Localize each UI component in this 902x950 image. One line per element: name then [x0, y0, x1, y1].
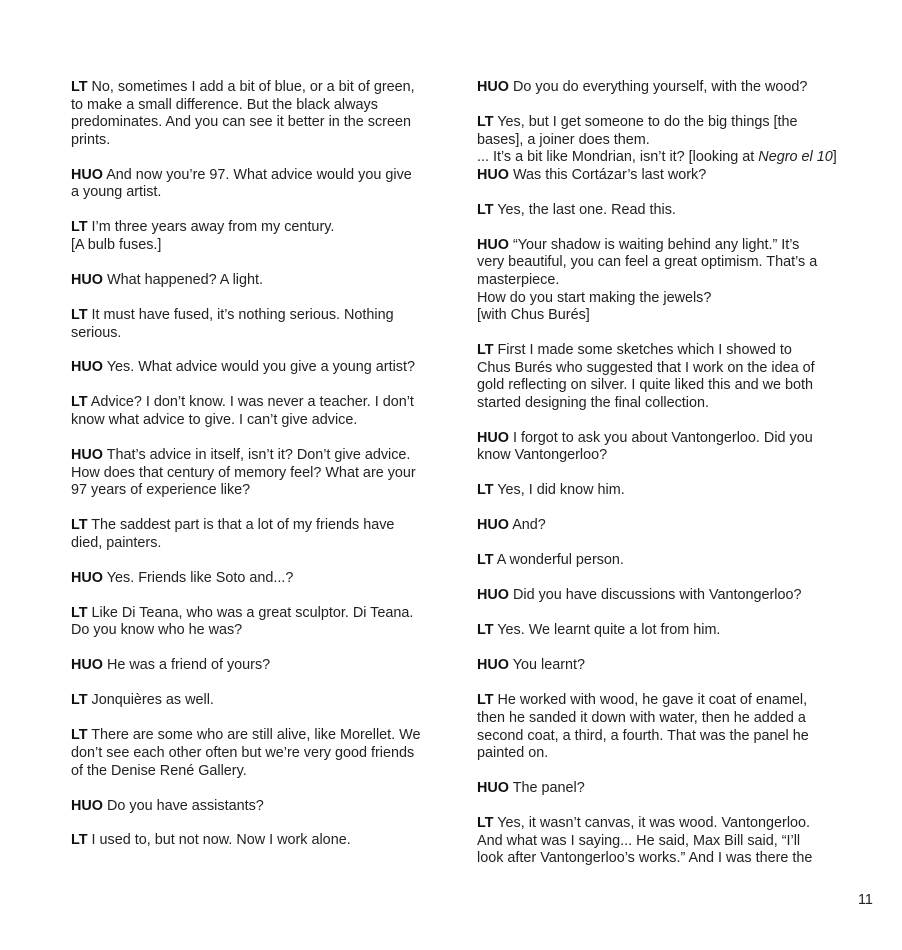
- dialogue-text: Yes, the last one. Read this.: [497, 201, 676, 218]
- dialogue-paragraph: [71, 447, 441, 500]
- dialogue-line: [477, 430, 837, 448]
- dialogue-line: [477, 482, 837, 500]
- speaker-label: LT: [71, 692, 88, 709]
- dialogue-line: [477, 833, 837, 851]
- dialogue-text: Do you have assistants?: [106, 797, 264, 814]
- dialogue-line: [477, 745, 837, 763]
- speaker-label: HUO: [71, 657, 103, 674]
- dialogue-text: Like Di Teana, who was a great sculptor. Di Teana.: [91, 604, 414, 621]
- dialogue-line: [477, 307, 837, 325]
- dialogue-text: Yes. What advice would you give a young artist?: [106, 359, 415, 376]
- speaker-label: HUO: [477, 236, 509, 253]
- dialogue-line: [477, 710, 837, 728]
- dialogue-text: Yes. Friends like Soto and...?: [106, 569, 294, 586]
- dialogue-line: [71, 798, 441, 816]
- dialogue-paragraph: [477, 79, 837, 97]
- dialogue-paragraph: [71, 798, 441, 816]
- dialogue-line: [477, 728, 837, 746]
- speaker-label: LT: [71, 394, 88, 411]
- dialogue-line: [477, 167, 837, 185]
- dialogue-text: gold reflecting on silver. I quite liked this and we both: [477, 377, 813, 394]
- dialogue-line: [477, 202, 837, 220]
- dialogue-line: [71, 184, 441, 202]
- dialogue-text: He was a friend of yours?: [106, 657, 271, 674]
- dialogue-line: [477, 517, 837, 535]
- speaker-label: HUO: [71, 797, 103, 814]
- dialogue-line: [477, 360, 837, 378]
- dialogue-text: painted on.: [477, 745, 549, 762]
- dialogue-paragraph: [71, 517, 441, 552]
- dialogue-text: Advice? I don’t know. I was never a teacher. I don’t: [90, 394, 414, 411]
- dialogue-text: Jonquières as well.: [91, 692, 214, 709]
- dialogue-line: [71, 219, 441, 237]
- speaker-label: LT: [477, 113, 494, 130]
- speaker-label: HUO: [477, 657, 509, 674]
- dialogue-text: then he sanded it down with water, then he added a: [477, 709, 806, 726]
- dialogue-line: [71, 394, 441, 412]
- dialogue-line: [477, 149, 837, 167]
- dialogue-line: [71, 570, 441, 588]
- dialogue-line: [477, 780, 837, 798]
- dialogue-text: How do you start making the jewels?: [477, 289, 712, 306]
- dialogue-line: [71, 97, 441, 115]
- dialogue-line: [477, 290, 837, 308]
- dialogue-text: A wonderful person.: [496, 552, 624, 569]
- dialogue-paragraph: [71, 79, 441, 149]
- dialogue-line: [71, 745, 441, 763]
- dialogue-text: Yes, but I get someone to do the big things [the: [497, 113, 798, 130]
- dialogue-line: [71, 727, 441, 745]
- dialogue-text: Do you know who he was?: [71, 622, 243, 639]
- dialogue-paragraph: [477, 202, 837, 220]
- dialogue-text: 97 years of experience like?: [71, 482, 251, 499]
- dialogue-line: [477, 395, 837, 413]
- speaker-label: HUO: [71, 569, 103, 586]
- dialogue-line: [71, 325, 441, 343]
- speaker-label: LT: [477, 692, 494, 709]
- dialogue-line: [71, 272, 441, 290]
- dialogue-text: started designing the final collection.: [477, 394, 709, 411]
- artwork-title: Negro el 10: [758, 149, 833, 166]
- dialogue-text: a young artist.: [71, 184, 162, 201]
- dialogue-line: [71, 832, 441, 850]
- dialogue-line: [71, 517, 441, 535]
- dialogue-text: know Vantongerloo?: [477, 447, 608, 464]
- dialogue-text: masterpiece.: [477, 271, 560, 288]
- dialogue-text: know what advice to give. I can’t give advice.: [71, 412, 358, 429]
- dialogue-line: [477, 692, 837, 710]
- speaker-label: HUO: [477, 587, 509, 604]
- dialogue-text: What happened? A light.: [106, 271, 264, 288]
- dialogue-paragraph: [477, 622, 837, 640]
- dialogue-text: The panel?: [512, 780, 585, 797]
- dialogue-line: [71, 79, 441, 97]
- dialogue-text: prints.: [71, 131, 111, 148]
- dialogue-line: [71, 657, 441, 675]
- speaker-label: HUO: [71, 359, 103, 376]
- speaker-label: HUO: [71, 447, 103, 464]
- dialogue-line: [477, 587, 837, 605]
- speaker-label: HUO: [477, 517, 509, 534]
- dialogue-line: [71, 465, 441, 483]
- speaker-label: LT: [477, 815, 494, 832]
- dialogue-paragraph: [477, 657, 837, 675]
- dialogue-line: [477, 79, 837, 97]
- dialogue-paragraph: [477, 815, 837, 868]
- dialogue-line: [71, 167, 441, 185]
- dialogue-text: I used to, but not now. Now I work alone.: [91, 832, 351, 849]
- dialogue-line: [71, 447, 441, 465]
- dialogue-paragraph: [71, 570, 441, 588]
- speaker-label: LT: [71, 79, 88, 95]
- speaker-label: LT: [477, 622, 494, 639]
- dialogue-line: [71, 412, 441, 430]
- speaker-label: LT: [71, 604, 88, 621]
- dialogue-paragraph: [477, 517, 837, 535]
- dialogue-line: [477, 342, 837, 360]
- dialogue-paragraph: [71, 394, 441, 429]
- dialogue-text: And?: [512, 517, 546, 534]
- dialogue-text: Yes. We learnt quite a lot from him.: [497, 622, 721, 639]
- speaker-label: HUO: [477, 166, 509, 183]
- dialogue-text: That’s advice in itself, isn’t it? Don’t give advice.: [106, 447, 411, 464]
- dialogue-paragraph: [71, 727, 441, 780]
- dialogue-line: [477, 815, 837, 833]
- dialogue-paragraph: [71, 832, 441, 850]
- speaker-label: LT: [71, 219, 88, 236]
- dialogue-line: [71, 307, 441, 325]
- dialogue-text: don’t see each other often but we’re very good friends: [71, 744, 415, 761]
- dialogue-line: [71, 605, 441, 623]
- dialogue-text: ]: [832, 149, 837, 166]
- speaker-label: HUO: [71, 271, 103, 288]
- dialogue-line: [71, 482, 441, 500]
- dialogue-text: to make a small difference. But the black always: [71, 96, 378, 113]
- speaker-label: LT: [71, 517, 88, 534]
- dialogue-text: very beautiful, you can feel a great optimism. That’s a: [477, 254, 818, 271]
- dialogue-line: [71, 132, 441, 150]
- dialogue-paragraph: [71, 657, 441, 675]
- dialogue-text: [A bulb fuses.]: [71, 236, 162, 253]
- dialogue-text: It must have fused, it’s nothing serious. Nothing: [91, 306, 394, 323]
- dialogue-text: Was this Cortázar’s last work?: [512, 166, 707, 183]
- dialogue-line: [477, 657, 837, 675]
- speaker-label: LT: [477, 482, 494, 499]
- dialogue-text: Chus Burés who suggested that I work on the idea of: [477, 359, 815, 376]
- dialogue-text: predominates. And you can see it better in the screen: [71, 114, 411, 131]
- dialogue-text: How does that century of memory feel? What are your: [71, 464, 416, 481]
- dialogue-paragraph: [71, 359, 441, 377]
- dialogue-paragraph: [71, 167, 441, 202]
- dialogue-text: died, painters.: [71, 534, 162, 551]
- speaker-label: HUO: [477, 780, 509, 797]
- dialogue-paragraph: [477, 237, 837, 325]
- dialogue-text: There are some who are still alive, like Morellet. We: [91, 727, 421, 744]
- dialogue-paragraph: [477, 780, 837, 798]
- speaker-label: LT: [477, 342, 494, 359]
- dialogue-text: ... It’s a bit like Mondrian, isn’t it? [looking at: [477, 149, 759, 166]
- dialogue-text: No, sometimes I add a bit of blue, or a bit of green,: [91, 79, 415, 95]
- dialogue-line: [71, 622, 441, 640]
- dialogue-line: [71, 114, 441, 132]
- dialogue-line: bases], a joiner does them.: [477, 131, 650, 148]
- dialogue-paragraph: [477, 342, 837, 412]
- dialogue-line: [477, 114, 837, 132]
- dialogue-text: You learnt?: [512, 657, 586, 674]
- speaker-label: LT: [71, 306, 88, 323]
- left-column: [71, 79, 441, 867]
- dialogue-text: He worked with wood, he gave it coat of enamel,: [497, 692, 808, 709]
- speaker-label: LT: [477, 201, 494, 218]
- right-column: [477, 79, 837, 885]
- dialogue-line: [477, 254, 837, 272]
- dialogue-paragraph: [71, 692, 441, 710]
- dialogue-text: look after Vantongerloo’s works.” And I was there the: [477, 850, 813, 867]
- speaker-label: HUO: [71, 166, 103, 183]
- dialogue-text: [with Chus Burés]: [477, 307, 590, 324]
- speaker-label: LT: [71, 832, 88, 849]
- dialogue-line: [71, 763, 441, 781]
- dialogue-text: I forgot to ask you about Vantongerloo. Did you: [512, 429, 813, 446]
- dialogue-text: second coat, a third, a fourth. That was the panel he: [477, 727, 809, 744]
- dialogue-text: First I made some sketches which I showed to: [497, 342, 792, 359]
- dialogue-text: The saddest part is that a lot of my friends have: [91, 517, 395, 534]
- dialogue-text: And what was I saying... He said, Max Bill said, “I’ll: [477, 832, 801, 849]
- dialogue-paragraph: [477, 482, 837, 500]
- dialogue-line: [477, 447, 837, 465]
- dialogue-text: Yes, it wasn’t canvas, it was wood. Vantongerloo.: [497, 815, 811, 832]
- dialogue-line: [477, 272, 837, 290]
- dialogue-text: “Your shadow is waiting behind any light.” It’s: [512, 236, 800, 253]
- dialogue-line: [71, 359, 441, 377]
- dialogue-line: [477, 237, 837, 255]
- dialogue-line: [477, 622, 837, 640]
- dialogue-paragraph: [477, 552, 837, 570]
- dialogue-text: Yes, I did know him.: [497, 482, 625, 499]
- dialogue-paragraph: [477, 587, 837, 605]
- dialogue-paragraph: [71, 272, 441, 290]
- dialogue-text: I’m three years away from my century.: [91, 219, 335, 236]
- dialogue-text: Did you have discussions with Vantongerloo?: [512, 587, 802, 604]
- right-column-rest: [477, 202, 837, 868]
- dialogue-text: Do you do everything yourself, with the wood?: [512, 79, 808, 95]
- speaker-label: LT: [477, 552, 494, 569]
- dialogue-text: serious.: [71, 324, 122, 341]
- speaker-label: HUO: [477, 429, 509, 446]
- dialogue-line: [71, 535, 441, 553]
- dialogue-text: of the Denise René Gallery.: [71, 762, 247, 779]
- dialogue-paragraph: [71, 307, 441, 342]
- dialogue-line: [477, 377, 837, 395]
- dialogue-paragraph: [71, 219, 441, 254]
- dialogue-paragraph: [477, 430, 837, 465]
- dialogue-paragraph: [477, 114, 837, 184]
- dialogue-line: [477, 850, 837, 868]
- dialogue-paragraph: [71, 605, 441, 640]
- dialogue-line: [71, 692, 441, 710]
- dialogue-text: And now you’re 97. What advice would you give: [106, 166, 412, 183]
- dialogue-paragraph: [477, 692, 837, 762]
- dialogue-line: [477, 552, 837, 570]
- page-number: 11: [858, 892, 873, 908]
- speaker-label: HUO: [477, 79, 509, 95]
- dialogue-line: [71, 237, 441, 255]
- speaker-label: LT: [71, 727, 88, 744]
